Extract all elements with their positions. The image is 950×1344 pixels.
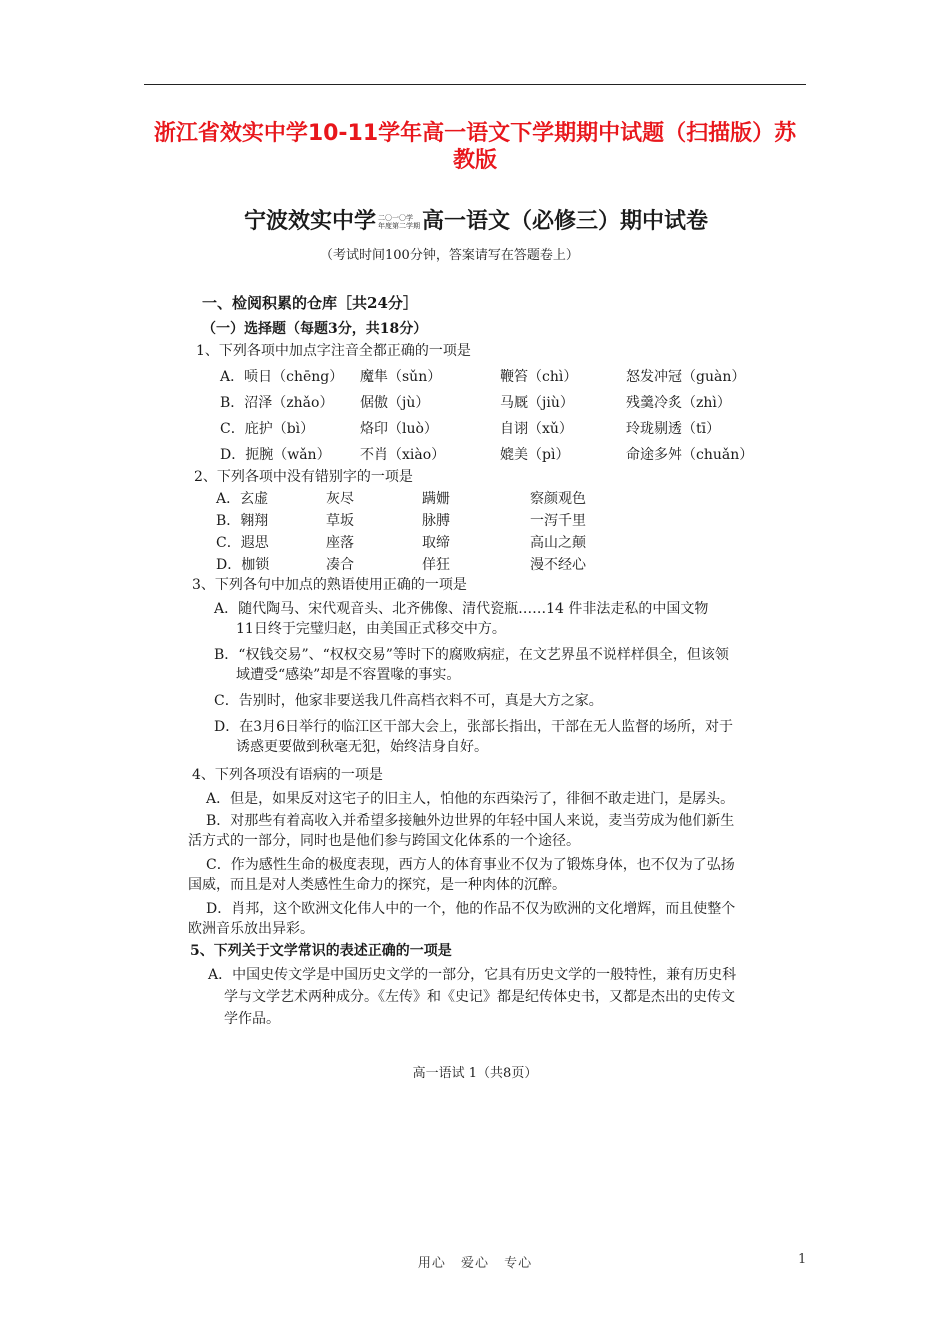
option-cell: 马厩（jiù） bbox=[500, 395, 574, 411]
question-4-option-c: C．作为感性生命的极度表现，西方人的体育事业不仅为了锻炼身体，也不仅为了弘扬 bbox=[206, 857, 735, 873]
question-2-stem: 2、下列各项中没有错别字的一项是 bbox=[194, 469, 413, 485]
option-cell: B．沼泽（zhǎo） bbox=[220, 395, 334, 411]
option-cell: 取缔 bbox=[422, 535, 450, 551]
option-cell: 察颜观色 bbox=[530, 491, 586, 507]
option-cell: 自诩（xǔ） bbox=[500, 421, 573, 437]
option-cell: D．枷锁 bbox=[216, 557, 270, 573]
question-4-option-a: A．但是，如果反对这宅子的旧主人，怕他的东西染污了，徘徊不敢走进门，是孱头。 bbox=[206, 791, 735, 807]
option-cell: 残羹冷炙（zhì） bbox=[626, 395, 731, 411]
exam-note: （考试时间100分钟，答案请写在答题卷上） bbox=[320, 248, 579, 263]
question-3-option-a-cont: 11日终于完璧归赵，由美国正式移交中方。 bbox=[236, 621, 506, 637]
question-3-option-b-cont: 域遭受“感染”却是不容置喙的事实。 bbox=[236, 667, 461, 683]
question-5-option-a-cont: 学与文学艺术两种成分。《左传》和《史记》都是纪传体史书，又都是杰出的史传文 bbox=[224, 989, 735, 1005]
option-cell: 蹒姗 bbox=[422, 491, 450, 507]
option-cell: 倨傲（jù） bbox=[360, 395, 430, 411]
question-4-option-b-cont: 活方式的一部分，同时也是他们参与跨国文化体系的一个途径。 bbox=[188, 833, 580, 849]
subsection-heading: （一）选择题（每题3分，共18分） bbox=[202, 321, 428, 337]
question-3-option-d-cont: 诱惑更要做到秋毫无犯，始终洁身自好。 bbox=[236, 739, 488, 755]
option-cell: 鞭笞（chì） bbox=[500, 369, 578, 385]
option-cell: 媲美（pì） bbox=[500, 447, 570, 463]
option-cell: 不肖（xiào） bbox=[360, 447, 446, 463]
option-cell: 一泻千里 bbox=[530, 513, 586, 529]
option-cell: 灰尽 bbox=[326, 491, 354, 507]
option-cell: 草坂 bbox=[326, 513, 354, 529]
section-heading: 一、检阅积累的仓库［共24分］ bbox=[202, 294, 418, 312]
option-cell: C．遐思 bbox=[216, 535, 269, 551]
question-4-option-b: B．对那些有着高收入并希望多接触外边世界的年轻中国人来说，麦当劳成为他们新生 bbox=[206, 813, 735, 829]
question-4-option-d-cont: 欧洲音乐放出异彩。 bbox=[188, 921, 314, 937]
question-1-stem: 1、下列各项中加点字注音全都正确的一项是 bbox=[196, 343, 471, 359]
page-number: 1 bbox=[798, 1252, 807, 1267]
question-3-option-c: C．告别时，他家非要送我几件高档衣料不可，真是大方之家。 bbox=[214, 693, 603, 709]
question-5-stem: 5、下列关于文学常识的表述正确的一项是 bbox=[190, 943, 452, 959]
option-cell: 漫不经心 bbox=[530, 557, 586, 573]
option-cell: 高山之颠 bbox=[530, 535, 586, 551]
option-cell: 命途多舛（chuǎn） bbox=[626, 447, 754, 463]
option-cell: 佯狂 bbox=[422, 557, 450, 573]
option-cell: 玲珑剔透（tī） bbox=[626, 421, 721, 437]
option-cell: B．翱翔 bbox=[216, 513, 269, 529]
question-4-option-c-cont: 国威，而且是对人类感性生命力的探究，是一种肉体的沉醉。 bbox=[188, 877, 566, 893]
exam-title-subject: 高一语文（必修三）期中试卷 bbox=[422, 209, 709, 234]
exam-title-year: 二〇一〇学 年度第二学期 bbox=[378, 214, 421, 230]
option-cell: 烙印（luò） bbox=[360, 421, 438, 437]
document-motto: 用心 爱心 专心 bbox=[417, 1256, 533, 1271]
document-title: 浙江省效实中学10-11学年高一语文下学期期中试题（扫描版）苏教版 bbox=[153, 121, 797, 173]
option-cell: A．玄虚 bbox=[216, 491, 269, 507]
question-4-option-d: D．肖邦，这个欧洲文化伟人中的一个，他的作品不仅为欧洲的文化增辉，而且使整个 bbox=[206, 901, 736, 917]
exam-title bbox=[244, 204, 764, 235]
question-5-option-a: A．中国史传文学是中国历史文学的一部分，它具有历史文学的一般特性，兼有历史科 bbox=[208, 967, 737, 983]
option-cell: A．唝日（chēng） bbox=[220, 369, 344, 385]
option-cell: 怒发冲冠（guàn） bbox=[626, 369, 746, 385]
question-5-option-a-cont2: 学作品。 bbox=[224, 1011, 280, 1027]
option-cell: D．扼腕（wǎn） bbox=[220, 447, 331, 463]
exam-title-school: 宁波效实中学 bbox=[244, 209, 377, 234]
option-cell: 凑合 bbox=[326, 557, 354, 573]
question-4-stem: 4、下列各项没有语病的一项是 bbox=[192, 767, 383, 783]
question-3-option-b: B．“权钱交易”、“权权交易”等时下的腐败病症，在文艺界虽不说样样俱全，但该领 bbox=[214, 647, 729, 663]
exam-page-footer: 高一语试 1（共8页） bbox=[412, 1066, 538, 1081]
question-3-stem: 3、下列各句中加点的熟语使用正确的一项是 bbox=[192, 577, 467, 593]
question-3-option-a: A．随代陶马、宋代观音头、北齐佛像、清代瓷瓶……14 件非法走私的中国文物 bbox=[214, 601, 709, 617]
option-cell: 座落 bbox=[326, 535, 354, 551]
option-cell: 魔隼（sǔn） bbox=[360, 369, 442, 385]
scanned-exam-page bbox=[180, 190, 780, 1080]
option-cell: 脉膊 bbox=[422, 513, 450, 529]
question-3-option-d: D．在3月6日举行的临江区干部大会上，张部长指出，干部在无人监督的场所，对于 bbox=[214, 719, 734, 735]
header-rule bbox=[144, 84, 806, 85]
option-cell: C．庇护（bì） bbox=[220, 421, 315, 437]
